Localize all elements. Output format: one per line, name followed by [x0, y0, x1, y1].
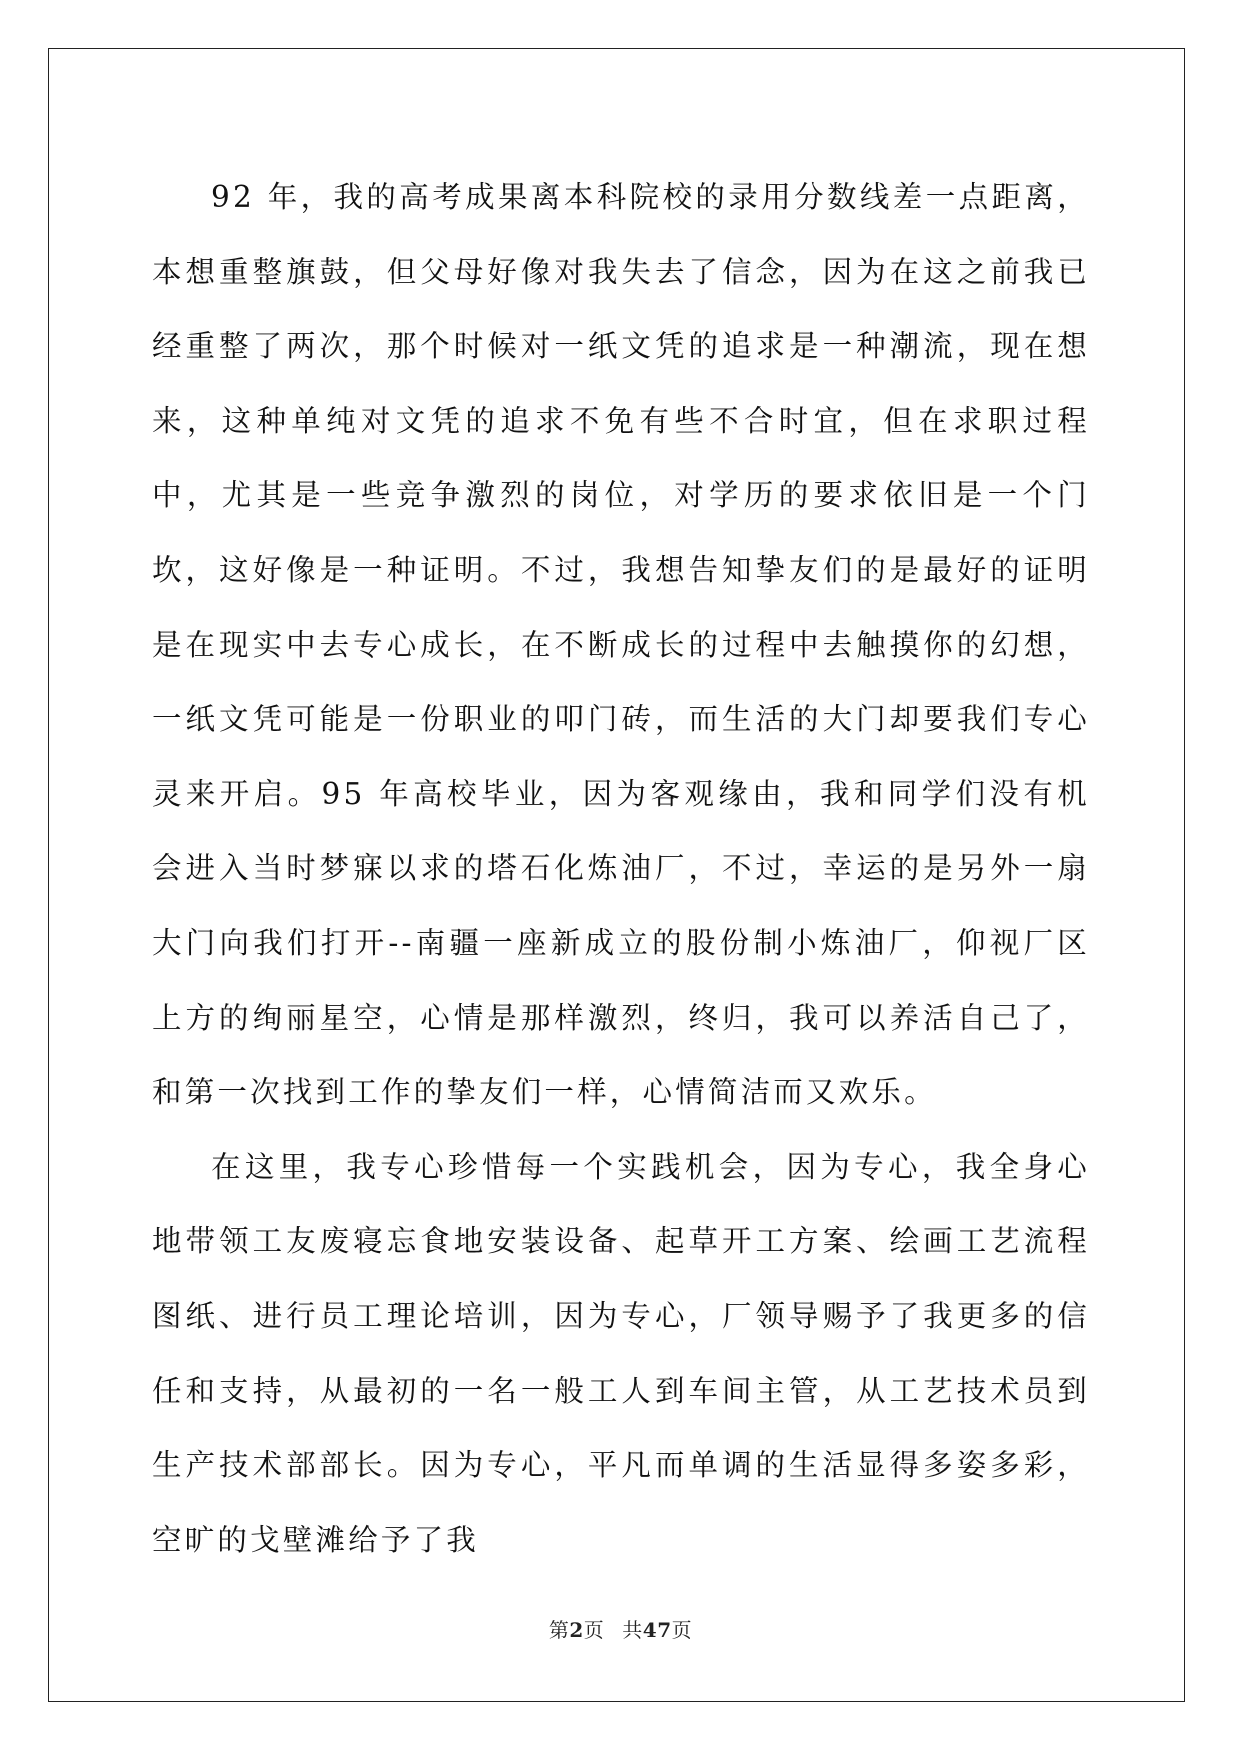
page-suffix: 页 [583, 1618, 605, 1642]
total-pages: 47 [642, 1618, 672, 1642]
paragraph-1: 92 年，我的高考成果离本科院校的录用分数线差一点距离，本想重整旗鼓，但父母好像对我失去了信念，因为在这之前我已经重整了两次，那个时候对一纸文凭的追求是一种潮流，现在想来，这种单纯对文凭的追求不免有些不合时宜，但在求职过程中，尤其是一些竞争激烈的岗位，对学历的要求依旧是一个门坎，这好像是一种证明。不过，我想告知挚友们的是最好的证明是在现实中去专心成长，在不断成长的过程中去触摸你的幻想，一纸文凭可能是一份职业的叩门砖，而生活的大门却要我们专心灵来开启。95 年高校毕业，因为客观缘由，我和同学们没有机会进入当时梦寐以求的塔石化炼油厂，不过，幸运的是另外一扇大门向我们打开--南疆一座新成立的股份制小炼油厂，仰视厂区上方的绚丽星空，心情是那样激烈，终归，我可以养活自己了，和第一次找到工作的挚友们一样，心情简洁而又欢乐。 [152, 180, 1090, 1110]
total-suffix: 页 [671, 1618, 693, 1642]
page-number: 2 [569, 1618, 584, 1642]
total-prefix: 共 [622, 1618, 643, 1642]
page-footer [0, 1614, 1241, 1643]
paragraph-2: 在这里，我专心珍惜每一个实践机会，因为专心，我全身心地带领工友废寝忘食地安装设备、起草开工方案、绘画工艺流程图纸、进行员工理论培训，因为专心，厂领导赐予了我更多的信任和支持，从最初的一名一般工人到车间主管，从工艺技术员到生产技术部部长。因为专心，平凡而单调的生活显得多姿多彩，空旷的戈壁滩给予了我 [152, 1149, 1090, 1557]
page-prefix: 第 [548, 1618, 570, 1642]
document-body [152, 160, 1090, 1577]
